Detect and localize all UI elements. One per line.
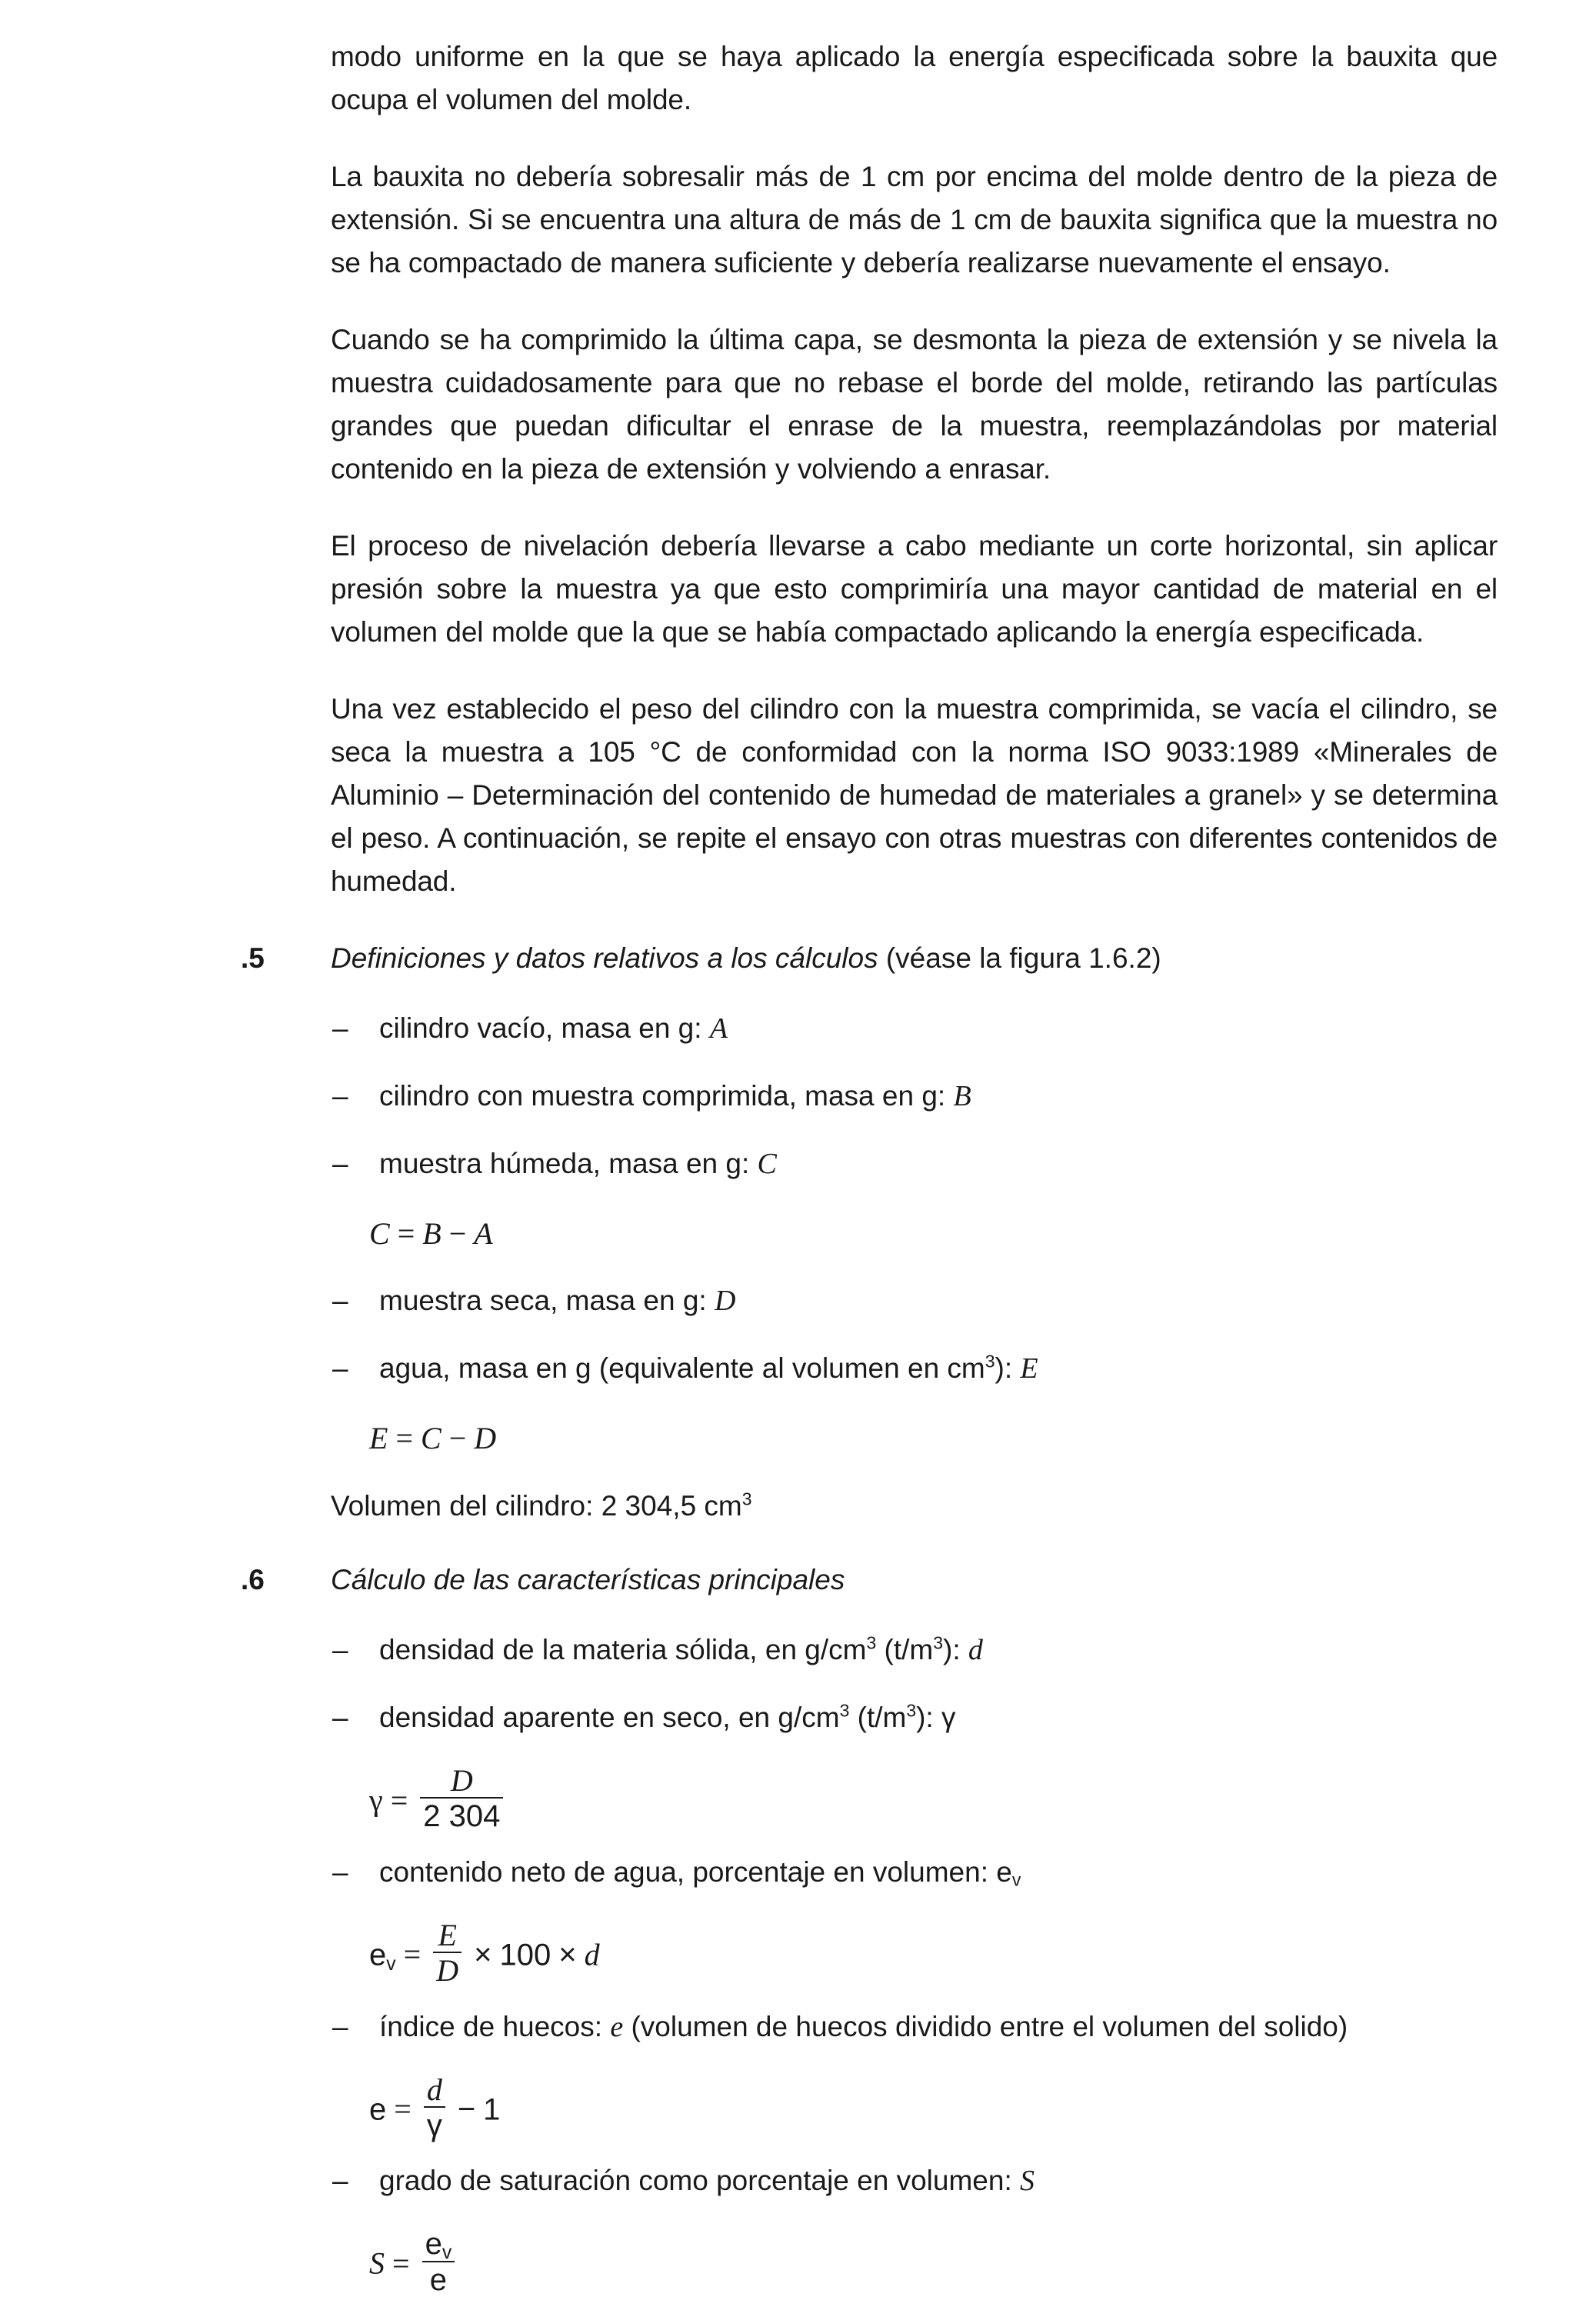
symbol-e-void: e [610, 2010, 624, 2043]
clause-6-calculation-list-3 [98, 2006, 1498, 2048]
cylinder-volume-label: Volumen del cilindro: [331, 1490, 601, 1522]
list-item [98, 1852, 1498, 1893]
formula-lhs: E [369, 1421, 388, 1455]
symbol-c: C [757, 1148, 777, 1180]
symbol-b: B [953, 1080, 971, 1112]
list-item [98, 2160, 1498, 2202]
dash-bullet-icon: – [332, 1352, 348, 1384]
dash-bullet-icon: – [332, 2165, 348, 2197]
fraction-denominator: e [422, 2261, 455, 2296]
superscript-cubed: 3 [933, 1632, 943, 1653]
paragraph-5: Una vez establecido el peso del cilindro con la muestra comprimida, se vacía el cilindro, se seca la muestra a 105 °C de conformidad con la norma ISO 9033:1989 «Minerales de Aluminio – Determinación del contenido de humedad de materiales a granel» y se determina el peso. A continuación, se repite el ensayo con otras muestras con diferentes contenidos de humedad. [331, 693, 1498, 897]
fraction-numerator [422, 2227, 455, 2264]
list-item [98, 1280, 1498, 1322]
clause-6-calculation-list [98, 1629, 1498, 1739]
equals-sign: = [395, 1421, 413, 1455]
superscript-cubed: 3 [866, 1632, 877, 1653]
formula-ev [98, 1919, 1498, 1988]
dash-bullet-icon: – [332, 1148, 348, 1179]
list-item-text-c: ): [916, 1702, 941, 1733]
dash-bullet-icon: – [332, 1634, 348, 1665]
list-item [98, 1008, 1498, 1049]
superscript-cubed: 3 [839, 1700, 850, 1721]
clause-6-heading [98, 1559, 1498, 1602]
formula-lhs-e: e [369, 2092, 387, 2127]
paragraph-2: La bauxita no debería sobresalir más de 1 cm por encima del molde dentro de la pieza de extensión. Si se encuentra una altura de más de 1 cm de bauxita significa que la muestra no se ha compactado de manera suficiente y debería realizarse nuevamente el ensayo. [331, 161, 1498, 278]
minus-sign: − [448, 1421, 467, 1455]
dash-bullet-icon: – [332, 1855, 348, 1888]
symbol-e: E [1020, 1352, 1038, 1385]
formula-rhs-b: D [474, 1421, 497, 1455]
subscript-v: v [386, 1953, 396, 1975]
fraction-numerator: E [438, 1917, 457, 1952]
factor-d: d [584, 1937, 600, 1972]
fraction [420, 1765, 503, 1833]
list-item-text-b: (t/m [876, 1634, 934, 1665]
list-item-text-b: (volumen de huecos dividido entre el volumen del solido) [623, 2010, 1348, 2042]
clause-6-calculation-list-2 [98, 1852, 1498, 1893]
formula-e-equals-d-over-gamma-minus-1 [98, 2074, 1498, 2142]
list-item-text-a: densidad de la materia sólida, en g/cm [379, 1634, 867, 1665]
symbol-s: S [1020, 2165, 1035, 2198]
dash-bullet-icon: – [332, 1012, 348, 1044]
minus-sign: − [457, 2092, 476, 2127]
list-item-text-a: índice de huecos: [379, 2010, 611, 2042]
fraction-denominator: 2 304 [420, 1797, 503, 1832]
subscript-v: v [1011, 1869, 1021, 1890]
list-item [98, 1697, 1498, 1739]
operand-1: 1 [483, 2092, 501, 2127]
symbol-d-density: d [968, 1634, 983, 1666]
symbol-a: A [709, 1012, 728, 1045]
fraction-denominator: D [433, 1952, 461, 1987]
clause-5-definition-list-cont [98, 1280, 1498, 1389]
cylinder-volume-line [98, 1485, 1498, 1528]
fraction [424, 2074, 445, 2142]
dash-bullet-icon: – [332, 2010, 348, 2042]
fraction-numerator: d [426, 2072, 442, 2107]
formula-s-equals-ev-over-e [98, 2228, 1498, 2296]
list-item [98, 1075, 1498, 1117]
paragraph-3: Cuando se ha comprimido la última capa, se desmonta la pieza de extensión y se nivela la muestra cuidadosamente para que no rebase el borde del molde, retirando las partículas grandes que puedan dificultar el enrase de la muestra, reemplazándolas por material contenido en la pieza de extensión y volviendo a enrasar. [331, 324, 1498, 485]
formula-c-equals-b-minus-a [98, 1211, 1498, 1257]
paragraph-4: El proceso de nivelación debería llevarse a cabo mediante un corte horizontal, sin aplicar presión sobre la muestra ya que esto comprimiría una mayor cantidad de material en el volumen del molde que la que se había compactado aplicando la energía especificada. [331, 530, 1498, 648]
fraction [422, 2228, 455, 2296]
list-item-text-b: (t/m [849, 1702, 907, 1733]
superscript-cubed: 3 [741, 1489, 752, 1509]
equals-sign: = [394, 2092, 411, 2127]
list-item [98, 1629, 1498, 1671]
superscript-cubed: 3 [906, 1700, 917, 1721]
times-sign-2: × [558, 1938, 577, 1972]
equals-sign: = [392, 2245, 410, 2281]
formula-rhs-a: B [422, 1216, 441, 1251]
equals-sign: = [403, 1937, 421, 1972]
equals-sign: = [390, 1782, 408, 1818]
clause-5-definition-list [98, 1008, 1498, 1185]
formula-rhs-a: C [421, 1421, 441, 1455]
list-item-text: agua, masa en g (equivalente al volumen en cm [379, 1352, 985, 1384]
list-item-text: muestra seca, masa en g: [379, 1285, 715, 1316]
fraction-denominator: γ [424, 2106, 445, 2142]
superscript-cubed: 3 [985, 1351, 995, 1372]
clause-5-note: (véase la figura 1.6.2) [885, 942, 1161, 974]
dash-bullet-icon: – [332, 1702, 348, 1733]
clause-5-title: Definiciones y datos relativos a los cálculos [331, 942, 878, 974]
list-item-text: cilindro con muestra comprimida, masa en g: [379, 1080, 954, 1112]
minus-sign: − [448, 1216, 467, 1251]
clause-6-title: Cálculo de las características principales [331, 1564, 845, 1595]
fraction-numerator: D [450, 1763, 473, 1798]
list-item [98, 1143, 1498, 1185]
numerator-e: e [425, 2227, 442, 2262]
fraction [433, 1919, 461, 1988]
list-item-text-after: ): [995, 1352, 1021, 1384]
clause-6-number: .6 [241, 1564, 265, 1595]
symbol-d: D [714, 1285, 736, 1317]
list-item-text-a: contenido neto de agua, porcentaje en volumen: e [379, 1855, 1012, 1888]
formula-rhs-b: A [474, 1216, 493, 1251]
list-item-text-a: densidad aparente en seco, en g/cm [379, 1702, 840, 1733]
list-item-text: cilindro vacío, masa en g: [379, 1012, 710, 1044]
symbol-gamma: γ [941, 1702, 956, 1733]
clause-5-number: .5 [241, 942, 265, 974]
cylinder-volume-value: 2 304,5 cm [601, 1490, 742, 1522]
times-sign: × [474, 1938, 492, 1972]
equals-sign: = [397, 1216, 415, 1251]
formula-gamma-equals-d-over-2304 [98, 1765, 1498, 1833]
list-item [98, 2006, 1498, 2048]
clause-5-heading [98, 937, 1498, 980]
list-item-text: muestra húmeda, masa en g: [379, 1148, 758, 1179]
paragraph-1: modo uniforme en la que se haya aplicado la energía especificada sobre la bauxita que ocupa el volumen del molde. [331, 41, 1498, 115]
formula-lhs-s: S [369, 2245, 385, 2281]
formula-lhs-ev: e [369, 1938, 387, 1972]
formula-lhs: C [369, 1216, 390, 1251]
dash-bullet-icon: – [332, 1080, 348, 1112]
list-item-text-c: ): [943, 1634, 968, 1665]
factor-100: 100 [499, 1938, 551, 1972]
formula-lhs-gamma: γ [369, 1782, 383, 1818]
clause-6-calculation-list-4 [98, 2160, 1498, 2202]
list-item [98, 1348, 1498, 1389]
formula-e-equals-c-minus-d [98, 1415, 1498, 1462]
subscript-v: v [441, 2242, 452, 2264]
list-item-text-a: grado de saturación como porcentaje en volumen: [379, 2165, 1021, 2197]
dash-bullet-icon: – [332, 1285, 348, 1316]
